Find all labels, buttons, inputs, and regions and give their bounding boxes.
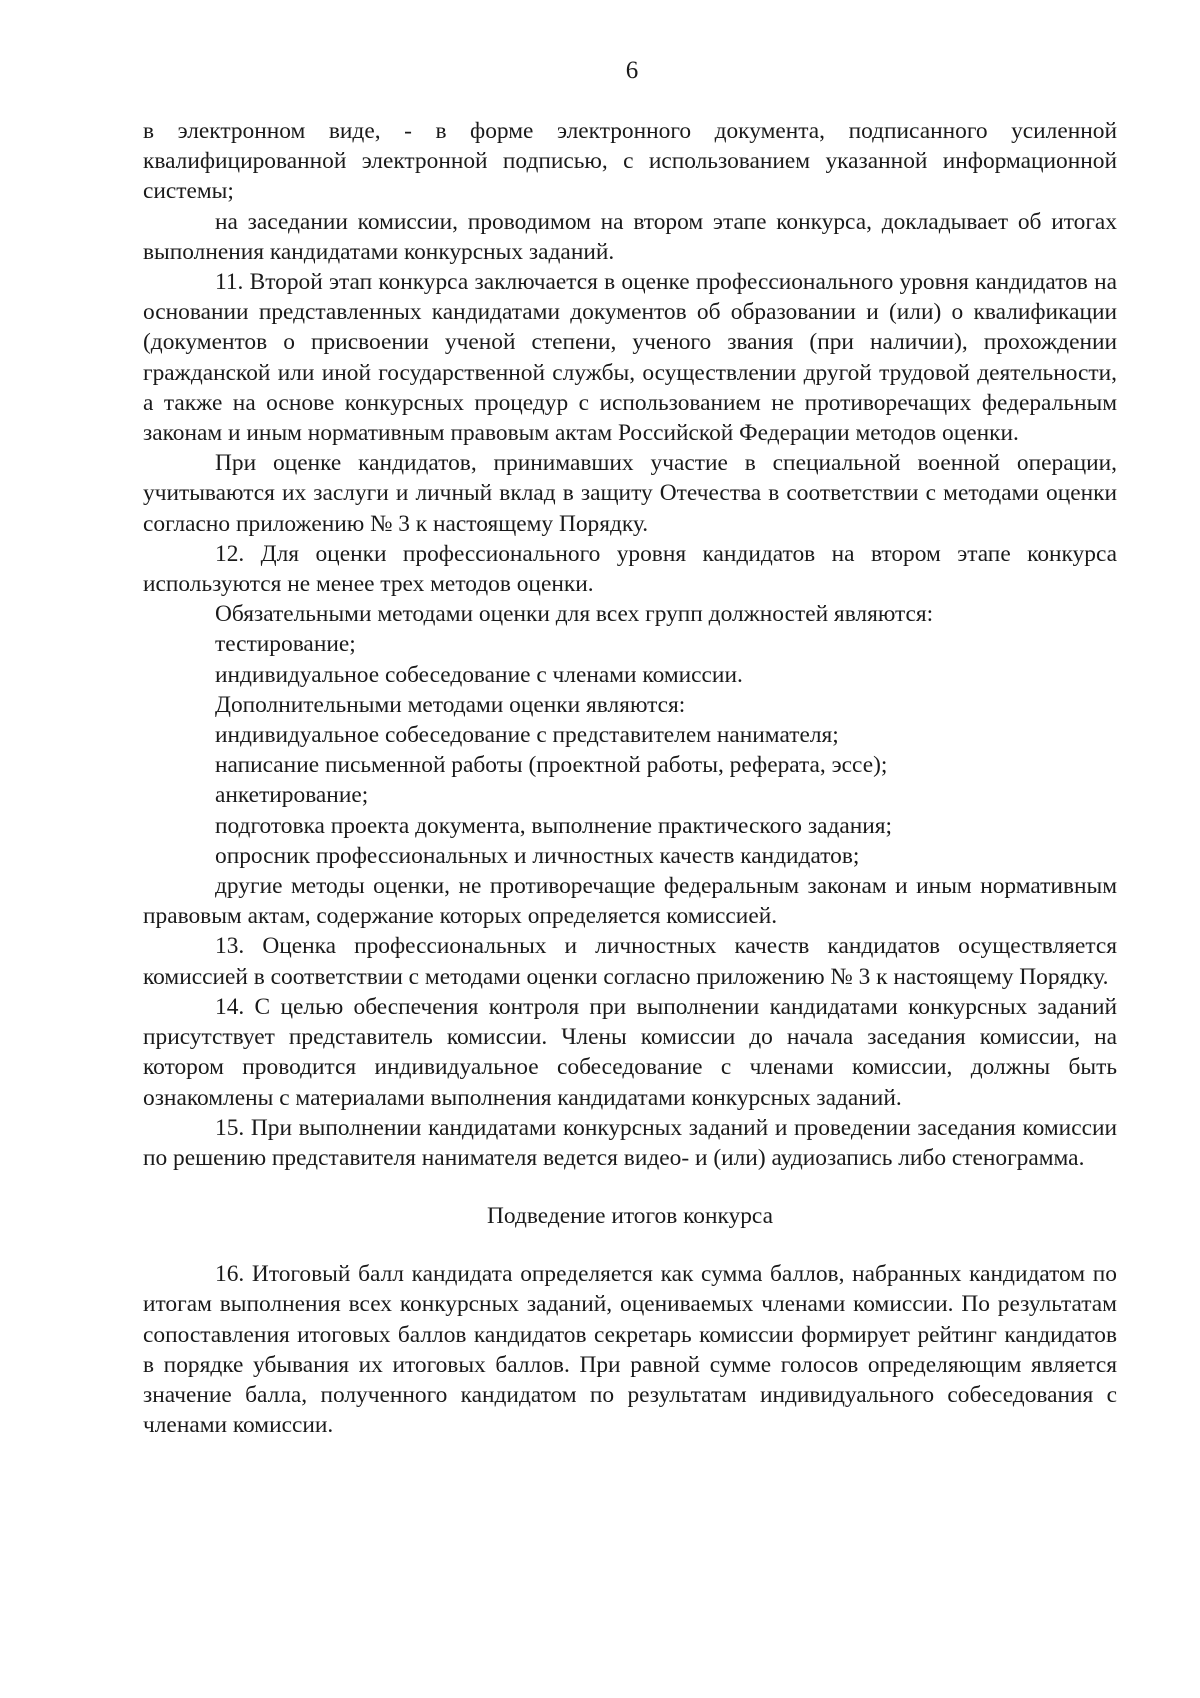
paragraph: 11. Второй этап конкурса заключается в оценке профессионального уровня кандидатов на основании представленных кандидатами документов об образовании и (или) о квалификации (документов о присвоении ученой степени, ученого звания (при наличии), прохождении гражданской или иной государственной службы, осуществлении другой трудовой деятельности, а также на основе конкурсных процедур с использованием не противоречащих федеральным законам и иным нормативным правовым актам Российской Федерации методов оценки. <box>143 269 1117 447</box>
list-item: подготовка проекта документа, выполнение практического задания; <box>215 812 893 839</box>
list-item: индивидуальное собеседование с представителем нанимателя; <box>215 722 839 749</box>
bottom-paragraphs <box>143 1259 1117 1440</box>
list-item: Обязательными методами оценки для всех групп должностей являются: <box>215 601 934 628</box>
list-item: опросник профессиональных и личностных качеств кандидатов; <box>215 842 860 869</box>
paragraph: на заседании комиссии, проводимом на втором этапе конкурса, докладывает об итогах выполнения кандидатами конкурсных заданий. <box>143 208 1117 265</box>
paragraph: При оценке кандидатов, принимавших участие в специальной военной операции, учитываются их заслуги и личный вклад в защиту Отечества в соответствии с методами оценки согласно приложению № 3 к настоящему Порядку. <box>143 450 1117 537</box>
list-item: анкетирование; <box>215 782 369 809</box>
list-item: написание письменной работы (проектной работы, реферата, эссе); <box>215 752 888 779</box>
list-item: тестирование; <box>215 631 356 658</box>
paragraph: 13. Оценка профессиональных и личностных качеств кандидатов осуществляется комиссией в соответствии с методами оценки согласно приложению № 3 к настоящему Порядку. <box>143 933 1117 990</box>
paragraph: 14. С целью обеспечения контроля при выполнении кандидатами конкурсных заданий присутствует представитель комиссии. Члены комиссии до начала заседания комиссии, на котором проводится индивидуальное собеседование с членами комиссии, должны быть ознакомлены с материалами выполнения кандидатами конкурсных заданий. <box>143 993 1117 1111</box>
page-number: 6 <box>625 57 639 84</box>
list-item: Дополнительными методами оценки являются: <box>215 691 686 718</box>
paragraph: 12. Для оценки профессионального уровня кандидатов на втором этапе конкурса используются не менее трех методов оценки. <box>143 540 1117 598</box>
paragraph: 15. При выполнении кандидатами конкурсных заданий и проведении заседания комиссии по решению представителя нанимателя ведется видео- и (или) аудиозапись либо стенограмма. <box>143 1114 1117 1171</box>
document-body <box>143 116 1117 1440</box>
list-item: индивидуальное собеседование с членами комиссии. <box>215 661 743 688</box>
paragraph: 16. Итоговый балл кандидата определяется как сумма баллов, набранных кандидатом по итогам выполнения всех конкурсных заданий, оцениваемых членами комиссии. По результатам сопоставления итоговых баллов кандидатов секретарь комиссии формирует рейтинг кандидатов в порядке убывания их итоговых баллов. При равной сумме голосов определяющим является значение балла, полученного кандидатом по результатам индивидуального собеседования с членами комиссии. <box>143 1261 1117 1439</box>
paragraph: другие методы оценки, не противоречащие федеральным законам и иным нормативным правовым актам, содержание которых определяется комиссией. <box>143 873 1117 930</box>
top-paragraphs <box>143 116 1117 1173</box>
paragraph: в электронном виде, - в форме электронного документа, подписанного усиленной квалифицированной электронной подписью, с использованием указанной информационной системы; <box>143 118 1117 205</box>
section-heading: Подведение итогов конкурса <box>487 1203 773 1230</box>
